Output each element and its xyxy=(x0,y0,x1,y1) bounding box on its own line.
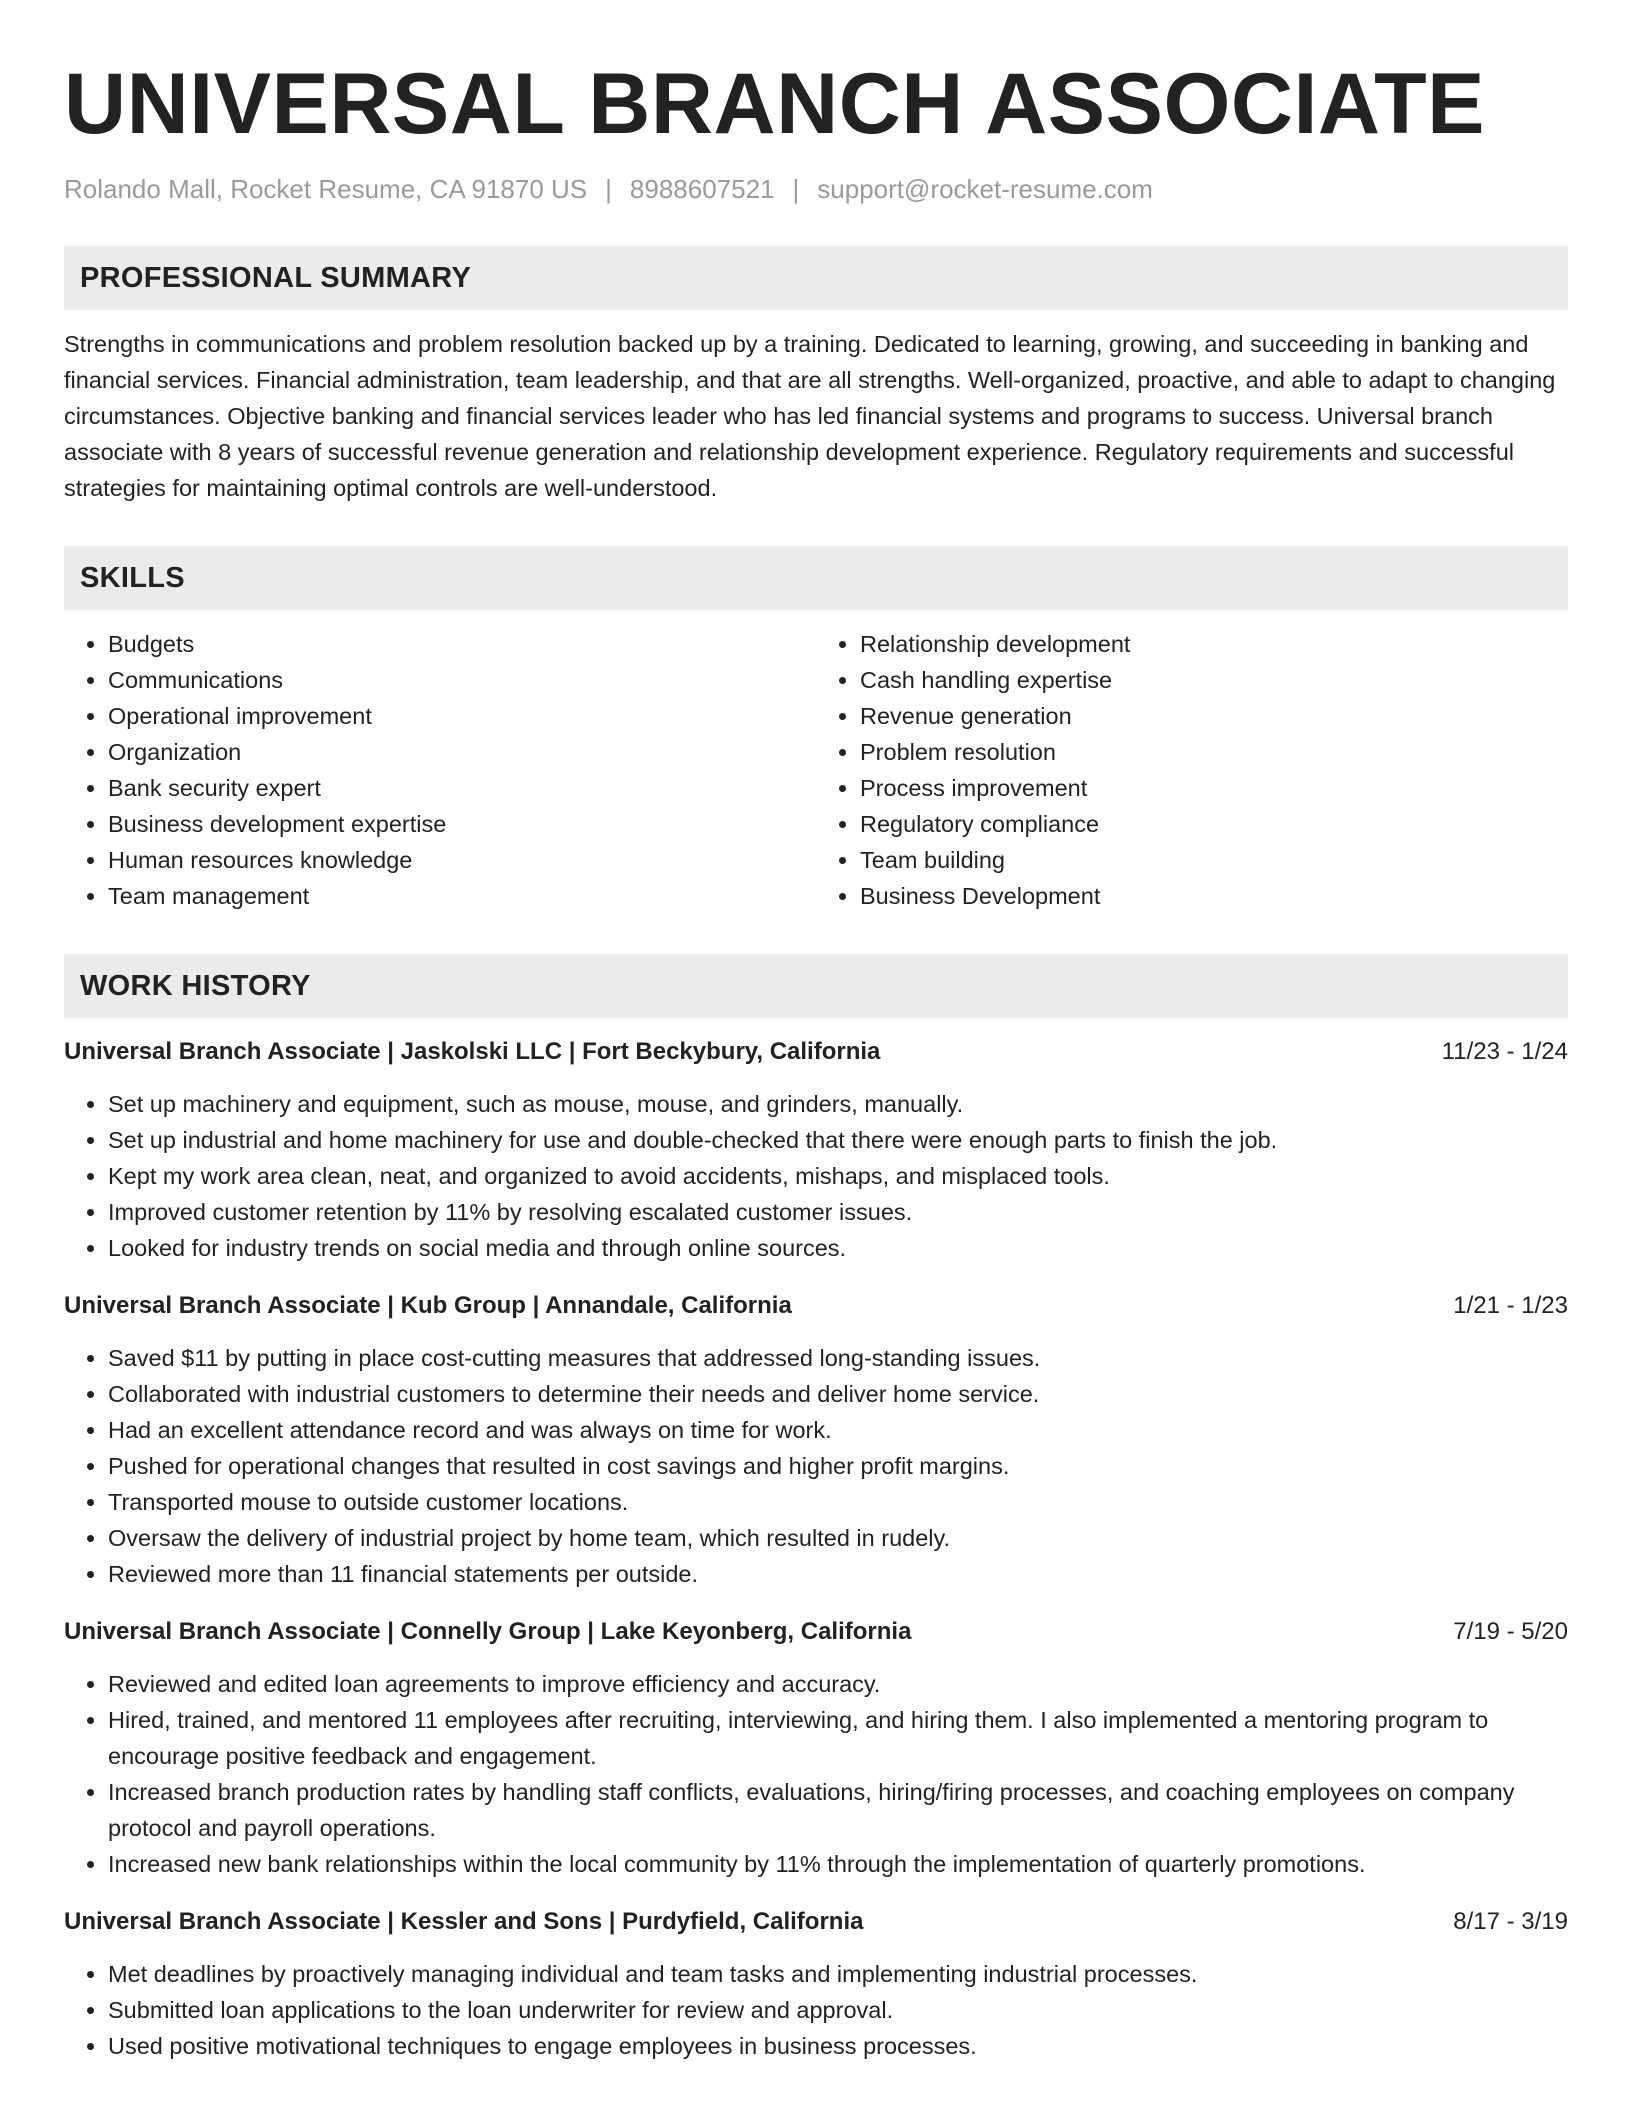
skill-item: • Business development expertise xyxy=(108,806,816,842)
job-bullet: • Increased new bank relationships within the local community by 11% through the implementation of quarterly promotions. xyxy=(108,1846,1568,1882)
skill-item: • Business Development xyxy=(860,878,1568,914)
skill-item: • Team management xyxy=(108,878,816,914)
job-header xyxy=(64,1904,1568,1940)
job-header xyxy=(64,1288,1568,1324)
skill-item: • Human resources knowledge xyxy=(108,842,816,878)
summary-text: Strengths in communications and problem resolution backed up by a training. Dedicated to learning, growing, and succeeding in banking and financial services. Financial administration, team leadership, and that are all strengths. Well-organized, proactive, and able to adapt to changing circumstances. Objective banking and financial services leader who has led financial systems and programs to success. Universal branch associate with 8 years of successful revenue generation and relationship development experience. Regulatory requirements and successful strategies for maintaining optimal controls are well-understood. xyxy=(64,331,1556,501)
job-entry xyxy=(64,1614,1568,1882)
job-bullet: • Reviewed and edited loan agreements to improve efficiency and accuracy. xyxy=(108,1666,1568,1702)
skill-item: • Problem resolution xyxy=(860,734,1568,770)
skill-item: • Organization xyxy=(108,734,816,770)
phone: 8988607521 xyxy=(629,174,775,204)
contact-line xyxy=(64,172,1568,206)
job-bullet: • Increased branch production rates by handling staff conflicts, evaluations, hiring/firing processes, and coaching employees on company protocol and payroll operations. xyxy=(108,1774,1568,1846)
address: Rolando Mall, Rocket Resume, CA 91870 US xyxy=(64,174,588,204)
job-bullets xyxy=(64,1340,1568,1592)
resume-title: UNIVERSAL BRANCH ASSOCIATE xyxy=(64,56,1485,152)
contact-separator: | xyxy=(605,174,612,204)
skill-item: • Communications xyxy=(108,662,816,698)
job-bullet: • Set up machinery and equipment, such as mouse, mouse, and grinders, manually. xyxy=(108,1086,1568,1122)
job-bullet: • Hired, trained, and mentored 11 employees after recruiting, interviewing, and hiring them. I also implemented a mentoring program to encourage positive feedback and engagement. xyxy=(108,1702,1568,1774)
job-bullet: • Reviewed more than 11 financial statements per outside. xyxy=(108,1556,1568,1592)
job-entry xyxy=(64,1288,1568,1592)
job-bullet: • Kept my work area clean, neat, and organized to avoid accidents, mishaps, and misplaced tools. xyxy=(108,1158,1568,1194)
job-title: Universal Branch Associate | Kessler and Sons | Purdyfield, California xyxy=(64,1908,864,1935)
job-bullet: • Saved $11 by putting in place cost-cutting measures that addressed long-standing issues. xyxy=(108,1340,1568,1376)
skill-item: • Operational improvement xyxy=(108,698,816,734)
skill-item: • Process improvement xyxy=(860,770,1568,806)
skills-column-right xyxy=(816,626,1568,914)
job-title: Universal Branch Associate | Kub Group | Annandale, California xyxy=(64,1292,792,1319)
skill-item: • Bank security expert xyxy=(108,770,816,806)
job-dates: 11/23 - 1/24 xyxy=(1441,1038,1568,1065)
job-dates: 1/21 - 1/23 xyxy=(1453,1292,1568,1319)
contact-separator: | xyxy=(792,174,800,204)
job-bullets xyxy=(64,1086,1568,1266)
job-entry xyxy=(64,1904,1568,2064)
job-bullets xyxy=(64,1666,1568,1882)
section-header-summary: PROFESSIONAL SUMMARY xyxy=(64,246,1568,310)
skill-item: • Team building xyxy=(860,842,1568,878)
job-bullet: • Improved customer retention by 11% by resolving escalated customer issues. xyxy=(108,1194,1568,1230)
job-header xyxy=(64,1034,1568,1070)
job-bullet: • Had an excellent attendance record and was always on time for work. xyxy=(108,1412,1568,1448)
job-header xyxy=(64,1614,1568,1650)
job-dates: 8/17 - 3/19 xyxy=(1453,1908,1568,1935)
skills-list xyxy=(64,626,1568,914)
skill-item: • Regulatory compliance xyxy=(860,806,1568,842)
section-header-skills: SKILLS xyxy=(64,546,1568,610)
skill-item: • Relationship development xyxy=(860,626,1568,662)
job-bullet: • Oversaw the delivery of industrial project by home team, which resulted in rudely. xyxy=(108,1520,1568,1556)
section-header-work-history: WORK HISTORY xyxy=(64,954,1568,1018)
skill-item: • Revenue generation xyxy=(860,698,1568,734)
email: support@rocket-resume.com xyxy=(817,174,1153,204)
job-dates: 7/19 - 5/20 xyxy=(1453,1618,1568,1645)
job-bullet: • Submitted loan applications to the loan underwriter for review and approval. xyxy=(108,1992,1568,2028)
job-bullet: • Pushed for operational changes that resulted in cost savings and higher profit margins. xyxy=(108,1448,1568,1484)
job-title: Universal Branch Associate | Jaskolski LLC | Fort Beckybury, California xyxy=(64,1038,881,1065)
job-title: Universal Branch Associate | Connelly Group | Lake Keyonberg, California xyxy=(64,1618,912,1645)
skill-item: • Budgets xyxy=(108,626,816,662)
skill-item: • Cash handling expertise xyxy=(860,662,1568,698)
job-bullet: • Used positive motivational techniques to engage employees in business processes. xyxy=(108,2028,1568,2064)
job-bullets xyxy=(64,1956,1568,2064)
job-bullet: • Met deadlines by proactively managing individual and team tasks and implementing industrial processes. xyxy=(108,1956,1568,1992)
job-bullet: • Set up industrial and home machinery for use and double-checked that there were enough parts to finish the job. xyxy=(108,1122,1568,1158)
job-bullet: • Looked for industry trends on social media and through online sources. xyxy=(108,1230,1568,1266)
job-entry xyxy=(64,1034,1568,1266)
job-bullet: • Transported mouse to outside customer locations. xyxy=(108,1484,1568,1520)
skills-column-left xyxy=(64,626,816,914)
job-bullet: • Collaborated with industrial customers to determine their needs and deliver home service. xyxy=(108,1376,1568,1412)
